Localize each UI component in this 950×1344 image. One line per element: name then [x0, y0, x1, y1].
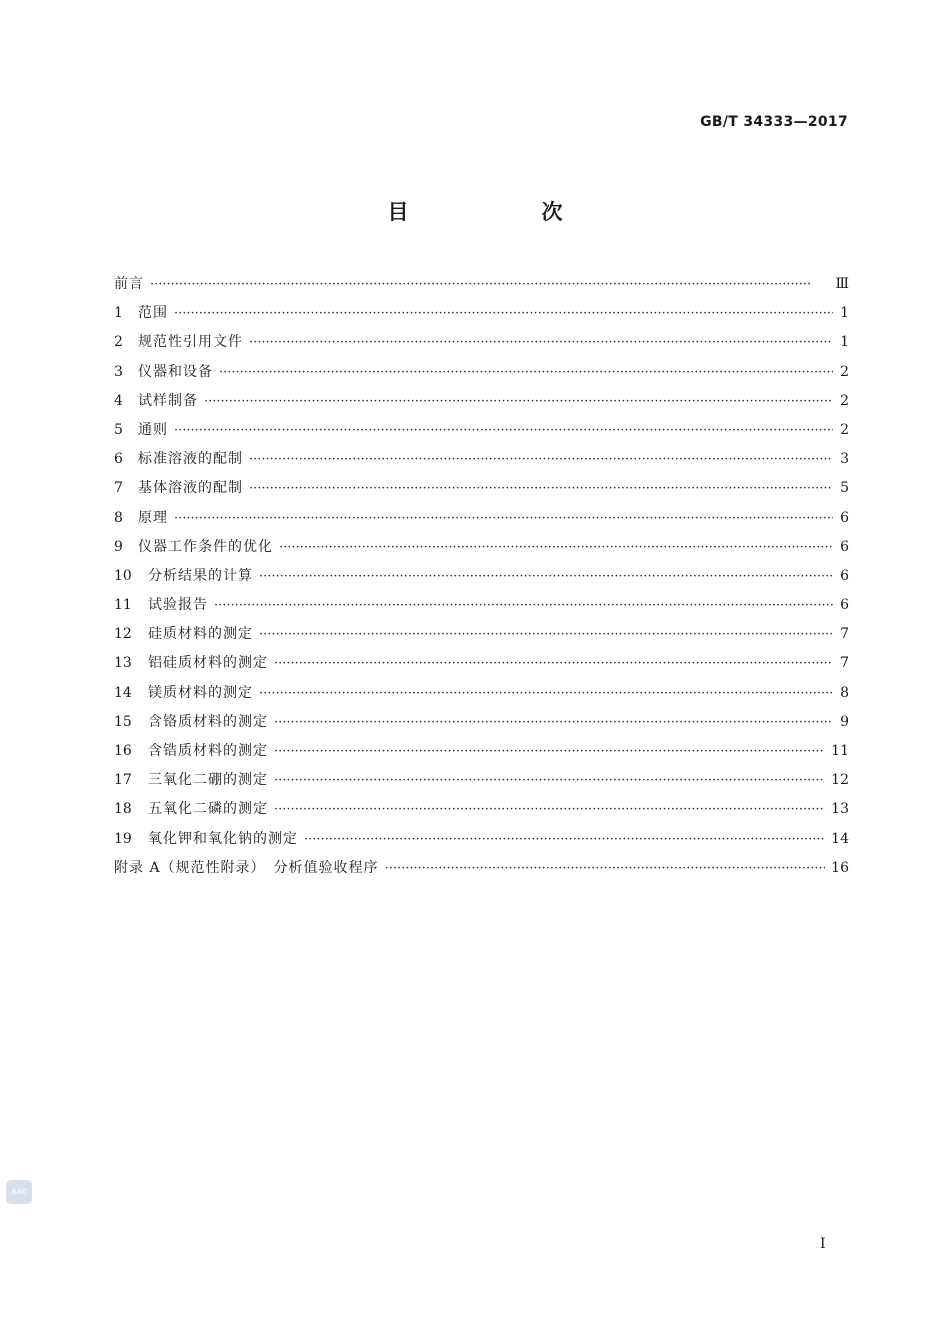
dot-leader	[219, 358, 833, 387]
dot-leader	[385, 854, 826, 883]
toc-section-number: 4	[114, 392, 123, 409]
toc-entry-5[interactable]	[114, 416, 849, 445]
dot-leader	[249, 445, 833, 474]
toc-page-number: 16	[831, 859, 849, 876]
toc-entry-8[interactable]	[114, 504, 849, 533]
toc-section-number: 8	[114, 509, 123, 526]
dot-leader	[274, 649, 833, 678]
toc-page-number: 7	[840, 626, 849, 643]
toc-entry-13[interactable]	[114, 649, 849, 678]
toc-page-number: 1	[840, 305, 849, 322]
dot-leader	[150, 270, 829, 299]
toc-section-number: 16	[114, 743, 132, 759]
toc-entry-title: 标准溶液的配制	[138, 451, 243, 468]
toc-page-number: 6	[840, 567, 849, 584]
table-of-contents	[114, 270, 849, 883]
toc-page-number: 11	[831, 743, 849, 759]
toc-entry-6[interactable]	[114, 445, 849, 474]
toc-entry-title: 仪器工作条件的优化	[138, 538, 273, 555]
toc-section-number: 10	[114, 567, 132, 584]
toc-entry-10[interactable]	[114, 562, 849, 591]
toc-entry-title: 通则	[138, 421, 168, 438]
dot-leader	[279, 533, 833, 562]
dot-leader	[204, 387, 833, 416]
standard-code: GB/T 34333—2017	[700, 114, 848, 130]
toc-page-number: 8	[840, 684, 849, 701]
toc-page-number: 6	[840, 509, 849, 526]
page-number: Ⅰ	[820, 1236, 826, 1252]
toc-section-number: 18	[114, 801, 132, 818]
page-title: 目 次	[387, 200, 619, 224]
dot-leader	[214, 591, 833, 620]
toc-entry-title: 试样制备	[138, 392, 198, 409]
toc-page-number: 1	[840, 334, 849, 351]
toc-section-number: 12	[114, 626, 132, 643]
toc-entry-foreword[interactable]	[114, 270, 849, 299]
toc-entry-title: 含锆质材料的测定	[148, 743, 268, 759]
toc-entry-3[interactable]	[114, 358, 849, 387]
toc-page-number: 9	[840, 713, 849, 730]
toc-entry-15[interactable]	[114, 708, 849, 737]
toc-entry-18[interactable]	[114, 795, 849, 824]
toc-entry-19[interactable]	[114, 825, 849, 854]
toc-page-number: 6	[840, 538, 849, 555]
toc-section-number: 1	[114, 305, 123, 322]
dot-leader	[274, 766, 825, 795]
dot-leader	[259, 620, 833, 649]
toc-page-number: 13	[831, 801, 849, 818]
toc-entry-title: 试验报告	[148, 597, 208, 614]
toc-entry-1[interactable]	[114, 299, 849, 328]
toc-page-number: 12	[831, 772, 849, 789]
toc-entry-11[interactable]	[114, 591, 849, 620]
toc-entry-title: 附录 A（规范性附录） 分析值验收程序	[114, 859, 379, 876]
toc-page-number: 14	[831, 830, 849, 847]
toc-entry-7[interactable]	[114, 474, 849, 503]
toc-page-number: 2	[840, 392, 849, 409]
toc-section-number: 15	[114, 713, 132, 730]
dot-leader	[274, 737, 825, 766]
toc-section-number: 14	[114, 684, 132, 701]
toc-page-number: 7	[840, 655, 849, 672]
toc-entry-title: 基体溶液的配制	[138, 480, 243, 497]
toc-section-number: 5	[114, 421, 123, 438]
toc-section-number: 6	[114, 451, 123, 468]
dot-leader	[259, 679, 833, 708]
dot-leader	[174, 299, 833, 328]
toc-entry-12[interactable]	[114, 620, 849, 649]
toc-section-number: 13	[114, 655, 132, 672]
toc-section-number: 9	[114, 538, 123, 555]
toc-section-number: 7	[114, 480, 123, 497]
dot-leader	[249, 474, 833, 503]
toc-entry-appendix-a[interactable]	[114, 854, 849, 883]
toc-section-number: 11	[114, 597, 132, 614]
toc-entry-title: 含铬质材料的测定	[148, 713, 268, 730]
toc-page-number: 6	[840, 597, 849, 614]
dot-leader	[274, 795, 825, 824]
toc-page-number: 5	[840, 480, 849, 497]
dot-leader	[259, 562, 833, 591]
toc-entry-title: 范围	[138, 305, 168, 322]
toc-entry-9[interactable]	[114, 533, 849, 562]
toc-entry-title: 规范性引用文件	[138, 334, 243, 351]
toc-page-number: 2	[840, 421, 849, 438]
toc-entry-title: 铝硅质材料的测定	[148, 655, 268, 672]
toc-entry-title: 硅质材料的测定	[148, 626, 253, 643]
toc-page-number: 3	[840, 451, 849, 468]
toc-entry-title: 前言	[114, 276, 144, 292]
sac-logo-watermark: SAC	[6, 1180, 32, 1204]
toc-section-number: 3	[114, 363, 123, 380]
toc-page-number: Ⅲ	[835, 276, 849, 292]
dot-leader	[249, 328, 833, 357]
dot-leader	[174, 416, 833, 445]
toc-page-number: 2	[840, 363, 849, 380]
toc-entry-17[interactable]	[114, 766, 849, 795]
toc-entry-2[interactable]	[114, 328, 849, 357]
dot-leader	[274, 708, 833, 737]
toc-entry-title: 分析结果的计算	[148, 567, 253, 584]
toc-entry-title: 仪器和设备	[138, 363, 213, 380]
toc-entry-title: 氧化钾和氧化钠的测定	[148, 830, 298, 847]
toc-entry-title: 五氧化二磷的测定	[148, 801, 268, 818]
toc-entry-title: 三氧化二硼的测定	[148, 772, 268, 789]
toc-section-number: 2	[114, 334, 123, 351]
toc-entry-title: 原理	[138, 509, 168, 526]
toc-entry-title: 镁质材料的测定	[148, 684, 253, 701]
toc-section-number: 19	[114, 830, 132, 847]
toc-entry-16[interactable]	[114, 737, 849, 766]
toc-section-number: 17	[114, 772, 132, 789]
dot-leader	[304, 825, 825, 854]
toc-entry-14[interactable]	[114, 679, 849, 708]
dot-leader	[174, 504, 833, 533]
toc-entry-4[interactable]	[114, 387, 849, 416]
